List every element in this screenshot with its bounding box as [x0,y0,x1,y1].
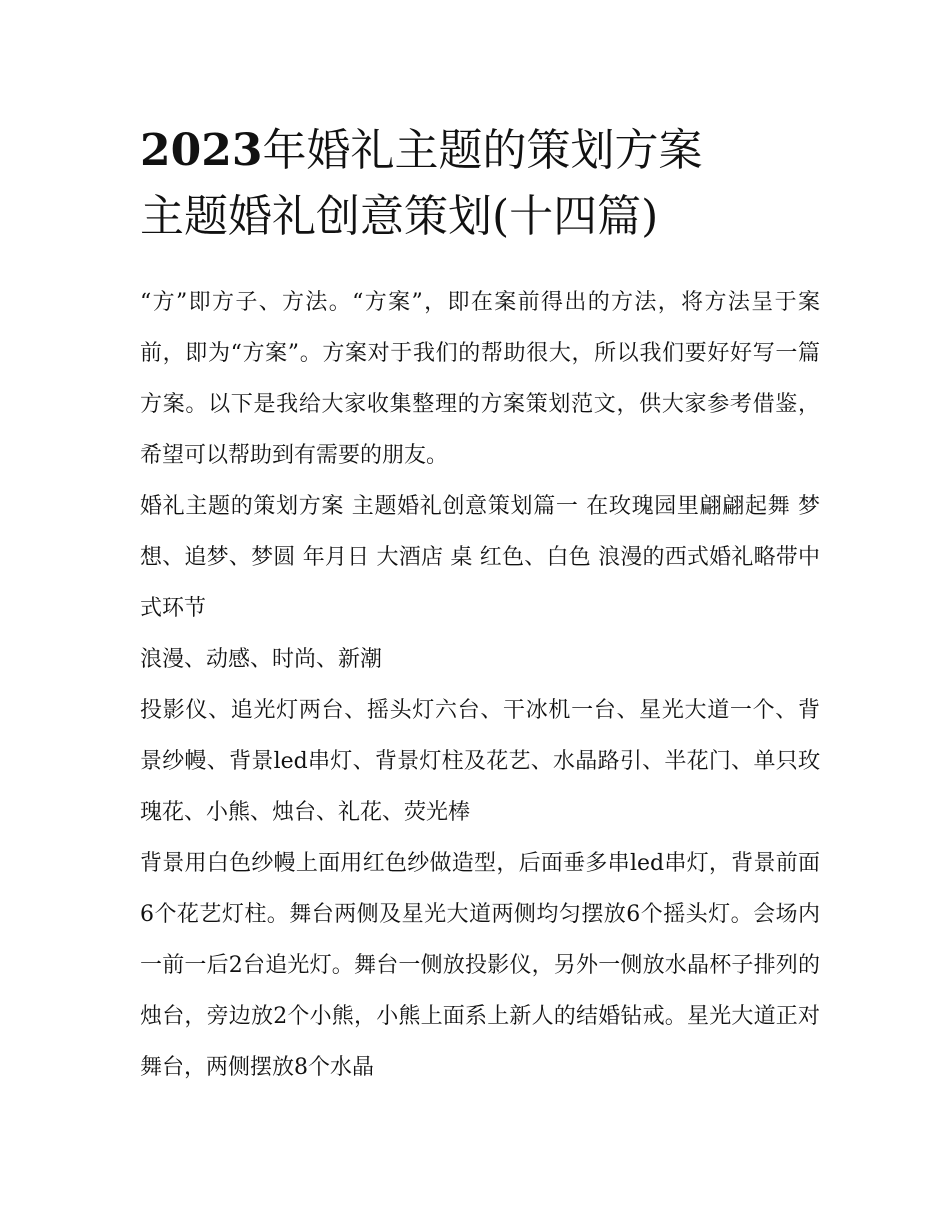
title-year: 2023 [140,125,263,176]
paragraph-style: 浪漫、动感、时尚、新潮 [140,647,383,672]
paragraph-intro: “方”即方子、方法。“方案”，即在案前得出的方法，将方法呈于案前，即为“方案”。方案对于我们的帮助很大，所以我们要好好写一篇方案。以下是我给大家收集整理的方案策划范文，供大家参考借鉴，希望可以帮助到有需要的朋友。 [140,290,820,468]
paragraph-equipment: 投影仪、追光灯两台、摇头灯六台、干冰机一台、星光大道一个、背景纱幔、背景led串灯、背景灯柱及花艺、水晶路引、半花门、单只玫瑰花、小熊、烛台、礼花、荧光棒 [140,698,820,825]
document-title [140,118,830,250]
paragraph-theme: 婚礼主题的策划方案 主题婚礼创意策划篇一 在玫瑰园里翩翩起舞 梦想、追梦、梦圆 年月日 大酒店 桌 红色、白色 浪漫的西式婚礼略带中式环节 [140,494,820,621]
document-body [140,277,820,1093]
title-line-2: 主题婚礼创意策划(十四篇) [140,191,659,242]
paragraph-layout: 背景用白色纱幔上面用红色纱做造型，后面垂多串led串灯，背景前面6个花艺灯柱。舞台两侧及星光大道两侧均匀摆放6个摇头灯。会场内一前一后2台追光灯。舞台一侧放投影仪，另外一侧放水晶杯子排列的烛台，旁边放2个小熊，小熊上面系上新人的结婚钻戒。星光大道正对舞台，两侧摆放8个水晶 [140,851,820,1080]
title-line-1-text: 年婚礼主题的策划方案 [262,125,703,176]
title-line-1 [140,118,830,184]
